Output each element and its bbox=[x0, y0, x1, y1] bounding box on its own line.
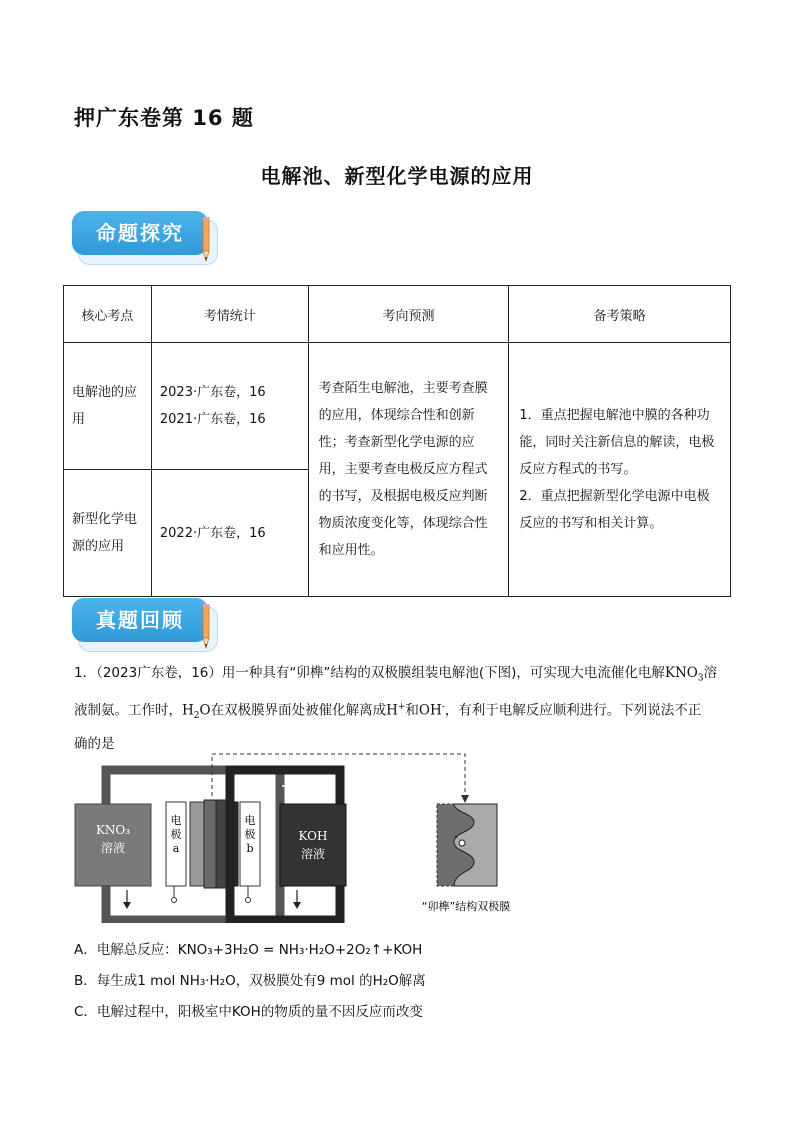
electrode-a-label: 电 bbox=[170, 814, 182, 827]
exam-topic-table bbox=[63, 285, 731, 597]
right-solution-label: KOH bbox=[298, 829, 328, 843]
cell-topic-electrolysis: 电解池的应用 bbox=[64, 343, 152, 470]
question-line: 确的是 bbox=[74, 735, 115, 752]
cell-forecast: 考查陌生电解池，主要考查膜的应用，体现综合性和创新性；考查新型化学电源的应用，主要考查电极反应方程式的书写，及根据电极反应判断物质浓度变化等，体现综合性和应用性。 bbox=[308, 343, 509, 597]
page-heading: 押广东卷第 16 题 bbox=[74, 106, 254, 130]
header-strategy: 备考策略 bbox=[509, 286, 731, 343]
arrow-head bbox=[461, 795, 469, 803]
banner-label: 真题回顾 bbox=[72, 598, 208, 642]
pencil-icon bbox=[200, 604, 212, 650]
question-line: 1．（2023广东卷，16）用一种具有“卯榫”结构的双极膜组装电解池(下图)，可实现大电流催化电解$KNO_3$溶 bbox=[74, 665, 718, 684]
arrow-head bbox=[293, 902, 301, 909]
arrow-head bbox=[116, 782, 124, 790]
terminal bbox=[172, 898, 177, 903]
section-banner-review bbox=[72, 598, 222, 658]
option-a: A．电解总反应：KNO₃+3H₂O = NH₃·H₂O+2O₂↑+KOH bbox=[74, 942, 423, 958]
header-forecast: 考向预测 bbox=[308, 286, 509, 343]
svg-text:极: 极 bbox=[170, 828, 182, 841]
arrow-head bbox=[296, 782, 304, 790]
left-solution-label-2: 溶液 bbox=[100, 841, 126, 855]
banner-label: 命题探究 bbox=[72, 211, 208, 255]
stat-line: 2021·广东卷，16 bbox=[159, 412, 266, 427]
electrode-b-label: 电 bbox=[244, 814, 256, 827]
question-line: 液制氨。工作时，$H_2O$在双极膜界面处被催化解离成H+和OH-，有利于电解反应顺利进行。下列说法不正 bbox=[74, 701, 702, 721]
dissociation-point bbox=[459, 840, 465, 846]
electrolysis-cell-diagram bbox=[70, 748, 530, 923]
header-core-topic: 核心考点 bbox=[64, 286, 152, 343]
cell-stats-electrolysis bbox=[151, 343, 308, 470]
arrow-head bbox=[123, 902, 131, 909]
strategy-item: 2．重点把握新型化学电源中电极反应的书写和相关计算。 bbox=[519, 489, 710, 531]
section-banner-explore bbox=[72, 211, 222, 271]
cell-topic-power-source: 新型化学电源的应用 bbox=[64, 470, 152, 597]
right-solution-tank bbox=[280, 804, 346, 886]
table-row bbox=[64, 343, 731, 470]
pencil-icon bbox=[200, 217, 212, 263]
left-solution-label: KNO₃ bbox=[95, 823, 131, 837]
terminal bbox=[246, 898, 251, 903]
table-header-row bbox=[64, 286, 731, 343]
stat-line: 2023·广东卷，16 bbox=[159, 385, 266, 400]
right-solution-label-2: 溶液 bbox=[300, 847, 326, 861]
membrane-caption: “卯榫”结构双极膜 bbox=[421, 900, 511, 913]
svg-text:a: a bbox=[172, 842, 180, 855]
page-title: 电解池、新型化学电源的应用 bbox=[260, 164, 534, 188]
option-b: B．每生成1 mol NH₃·H₂O，双极膜处有9 mol 的H₂O解离 bbox=[74, 973, 426, 989]
question-stem bbox=[74, 659, 734, 758]
membrane-layer bbox=[204, 800, 216, 888]
svg-text:b: b bbox=[246, 842, 254, 855]
membrane-layer bbox=[190, 802, 204, 886]
svg-text:极: 极 bbox=[244, 828, 256, 841]
strategy-item: 1．重点把握电解池中膜的各种功能，同时关注新信息的解读，电极反应方程式的书写。 bbox=[519, 408, 715, 477]
cell-stats-power-source: 2022·广东卷，16 bbox=[151, 470, 308, 597]
header-exam-stats: 考情统计 bbox=[151, 286, 308, 343]
cell-strategy bbox=[509, 343, 731, 597]
option-c: C．电解过程中，阳极室中KOH的物质的量不因反应而改变 bbox=[74, 1004, 423, 1020]
